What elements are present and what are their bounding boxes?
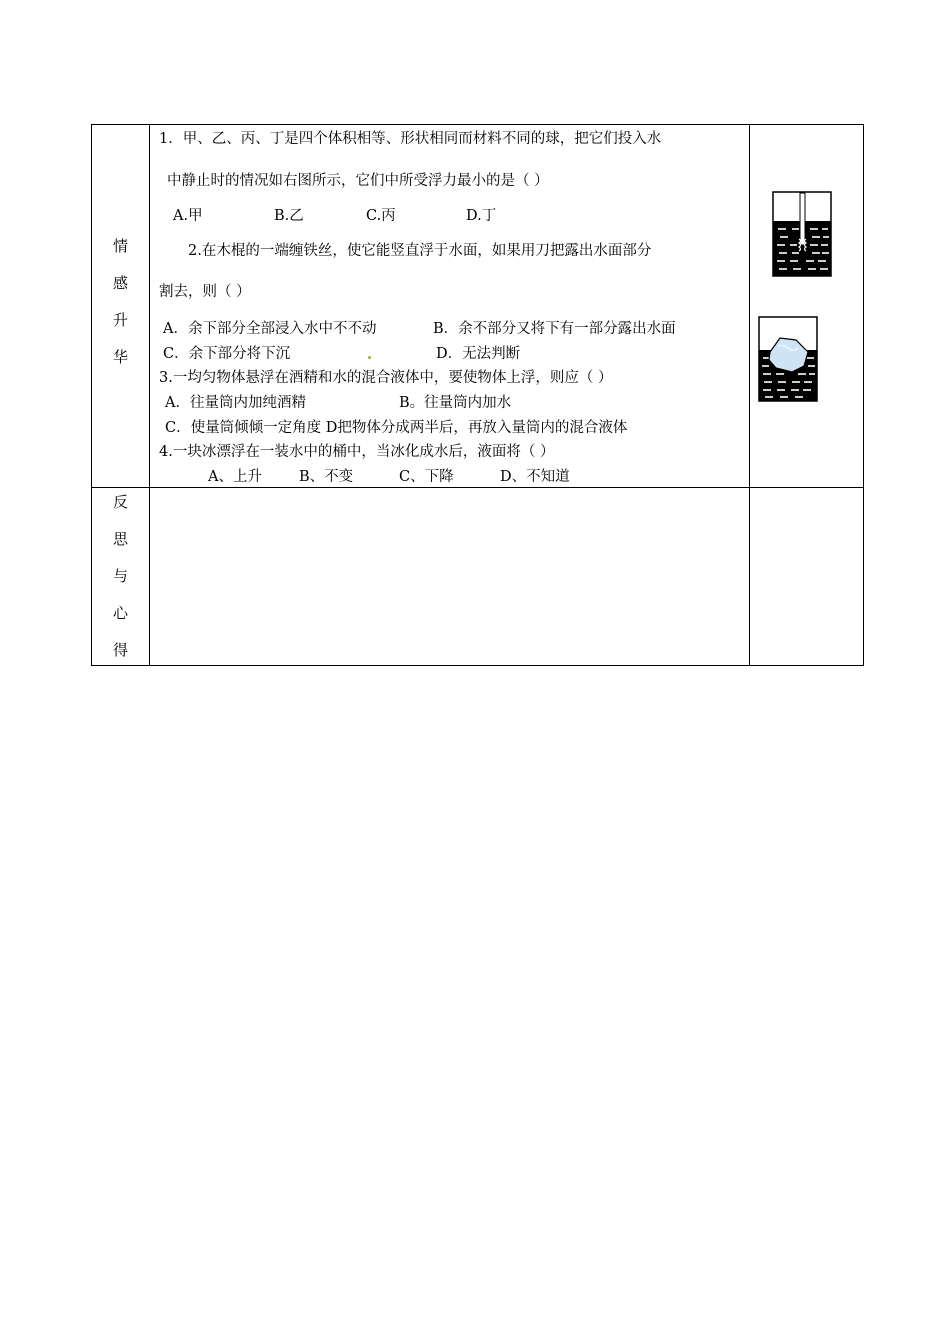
worksheet-table <box>91 124 864 666</box>
label-char: 华 <box>112 348 128 366</box>
label-char: 升 <box>112 311 128 329</box>
questions-cell <box>150 125 750 488</box>
label-char: 与 <box>112 567 128 585</box>
q3-option-a: A．往量筒内加纯酒精 <box>165 395 306 411</box>
q2-line1: 2.在木棍的一端缠铁丝，使它能竖直浮于水面，如果用刀把露出水面部分 <box>188 243 652 259</box>
q4-option-d: D、不知道 <box>500 469 570 485</box>
q3-line1: 3.一均匀物体悬浮在酒精和水的混合液体中，要使物体上浮，则应（ ） <box>159 370 613 386</box>
q2-option-c: C．余下部分将下沉 <box>163 346 291 362</box>
reflect-label <box>92 488 149 660</box>
stray-dot <box>368 356 371 359</box>
label-char: 思 <box>112 530 128 548</box>
label-char: 反 <box>112 493 128 511</box>
q2-option-a: A．余下部分全部浸入水中不不动 <box>163 321 377 337</box>
q1-option-c: C.丙 <box>366 208 396 224</box>
label-char: 感 <box>112 274 128 292</box>
q1-line2: 中静止时的情况如右图所示，它们中所受浮力最小的是（ ） <box>167 173 549 189</box>
reflect-content-cell[interactable] <box>150 488 750 666</box>
q3-option-b: B。往量筒内加水 <box>399 395 512 411</box>
emotion-label-cell <box>92 125 150 488</box>
q2-option-d: D．无法判断 <box>436 346 521 362</box>
floating-ice-figure <box>758 316 818 402</box>
reflect-side-cell <box>750 488 864 666</box>
reflect-label-cell <box>92 488 150 666</box>
emotion-label <box>92 125 149 367</box>
q2-option-b: B．余不部分又将下有一部分露出水面 <box>433 321 676 337</box>
q1-option-a: A.甲 <box>173 208 203 224</box>
figures-cell <box>750 125 864 488</box>
q4-option-a: A、上升 <box>208 469 262 485</box>
label-char: 得 <box>112 641 128 659</box>
q1-line1: 1．甲、乙、丙、丁是四个体积相等、形状相同而材料不同的球，把它们投入水 <box>159 131 662 147</box>
q4-option-c: C、下降 <box>399 469 454 485</box>
label-char: 情 <box>112 237 128 255</box>
label-char: 心 <box>112 604 128 622</box>
questions-block <box>150 125 749 487</box>
emotion-row <box>92 125 864 488</box>
q2-line2: 割去，则（ ） <box>159 284 251 300</box>
q4-line1: 4.一块冰漂浮在一装水中的桶中，当冰化成水后，液面将（ ） <box>159 444 555 460</box>
q4-option-b: B、不变 <box>299 469 354 485</box>
floating-stick-figure <box>772 191 832 277</box>
q3-option-cd: C．使量筒倾倾一定角度 D把物体分成两半后，再放入量筒内的混合液体 <box>165 420 628 436</box>
q1-option-d: D.丁 <box>466 208 497 224</box>
reflect-row <box>92 488 864 666</box>
q1-option-b: B.乙 <box>274 208 304 224</box>
